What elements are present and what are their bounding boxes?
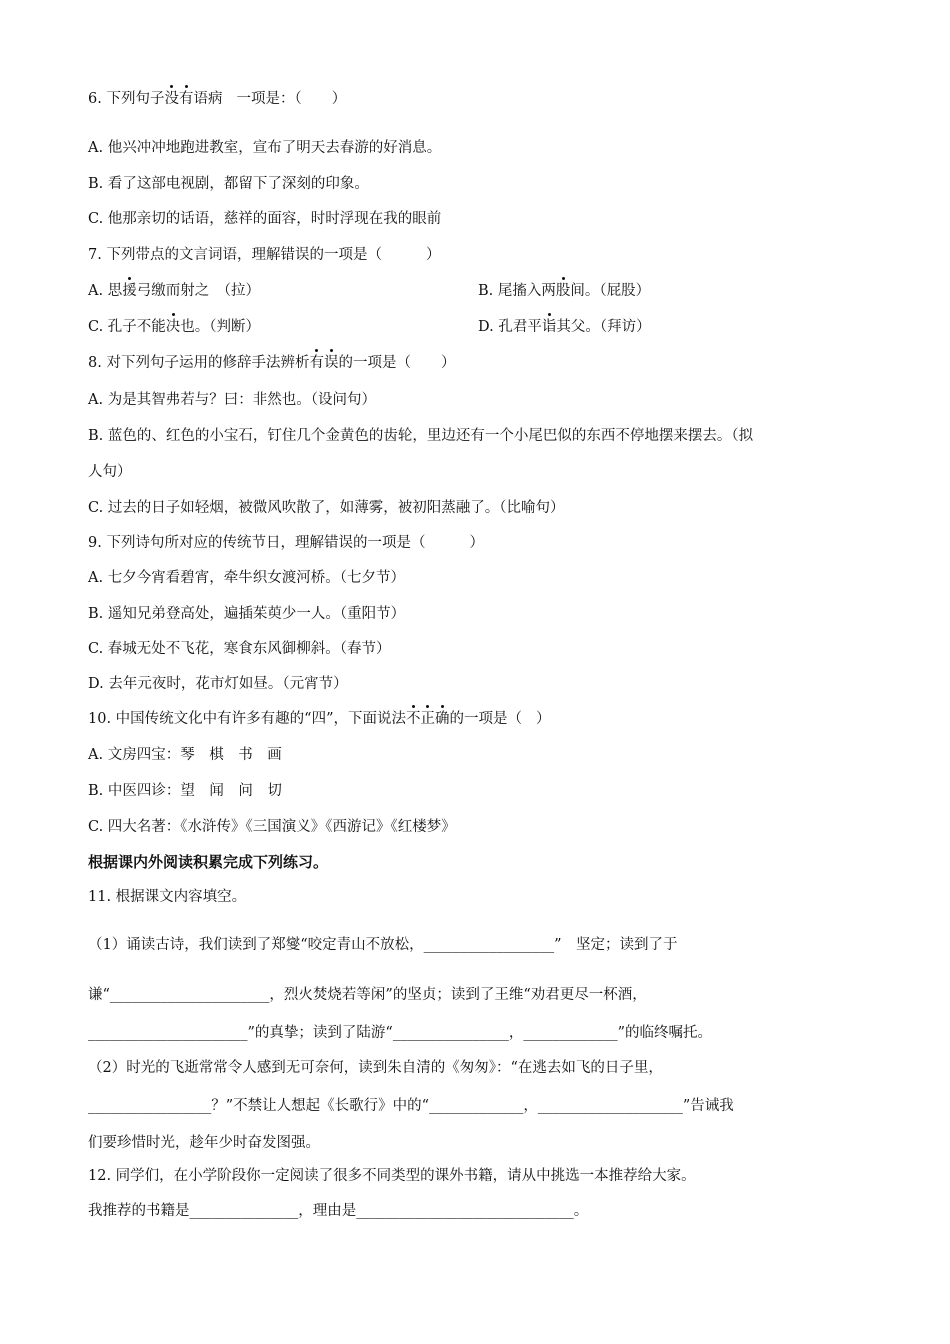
q7-option-text: 弓缴而射之 （拉） bbox=[136, 283, 260, 299]
q7-option-b bbox=[478, 281, 650, 301]
q10-emphasis-char: 确 bbox=[435, 711, 450, 727]
q10-stem-text: 10. 中国传统文化中有许多有趣的“四”，下面说法 bbox=[88, 711, 406, 727]
q9-option-b: B. 遥知兄弟登高处，遍插茱萸少一人。（重阳节） bbox=[88, 606, 406, 622]
q6-stem-text: 一项是：（ bbox=[236, 91, 302, 107]
q9-paren-close: ） bbox=[469, 535, 484, 551]
q12-text: 。 bbox=[573, 1203, 589, 1219]
q6-paren-close: ） bbox=[331, 91, 347, 107]
q12-stem: 12. 同学们，在小学阶段你一定阅读了很多不同类型的课外书籍，请从中挑选一本推荐给大家。 bbox=[88, 1168, 696, 1184]
q7-option-d bbox=[478, 317, 651, 337]
q10-option-a: A. 文房四宝：琴 棋 书 画 bbox=[88, 747, 282, 763]
q10-emphasis-char: 正 bbox=[420, 711, 435, 727]
q11-part2-line3: 们要珍惜时光，趁年少时奋发图强。 bbox=[88, 1135, 320, 1151]
q7-emphasis-char: 决 bbox=[165, 319, 181, 335]
q7-option-c bbox=[88, 317, 260, 337]
q7-option-text: D. 孔君平 bbox=[478, 319, 542, 335]
q7-paren-close: ） bbox=[425, 247, 441, 263]
q11-part2-line1: （2）时光的飞逝常常令人感到无可奈何，读到朱自清的《匆匆》：“在逃去如飞的日子里， bbox=[88, 1060, 663, 1076]
q6-stem-text: 语病 bbox=[193, 91, 223, 107]
q7-stem bbox=[88, 245, 440, 265]
q7-emphasis-char: 诣 bbox=[541, 319, 557, 335]
q7-stem-text: 7. 下列带点的文言词语，理解错误的一项是（ bbox=[88, 247, 382, 263]
q9-option-a: A. 七夕今宵看碧宵，牵牛织女渡河桥。（七夕节） bbox=[88, 570, 405, 586]
q9-option-c: C. 春城无处不飞花，寒食东风御柳斜。（春节） bbox=[88, 641, 391, 657]
q6-option-b: B. 看了这部电视剧，都留下了深刻的印象。 bbox=[88, 176, 369, 192]
q8-paren-close: ） bbox=[440, 355, 456, 371]
q11-text: ， bbox=[523, 1098, 538, 1114]
q7-option-text: 间。（屁股） bbox=[570, 283, 651, 299]
q10-emphasis-char: 不 bbox=[406, 711, 421, 727]
answer-blank[interactable]: ______________________ bbox=[109, 987, 270, 1003]
q11-text: （1）诵读古诗，我们读到了郑燮“咬定青山不放松， bbox=[88, 937, 424, 953]
q12-text: 我推荐的书籍是 bbox=[88, 1203, 190, 1219]
q11-text: ？”不禁让人想起《长歌行》中的“ bbox=[211, 1098, 430, 1114]
q11-text: ”告诫我 bbox=[682, 1098, 734, 1114]
answer-blank[interactable]: ______________________________ bbox=[356, 1203, 574, 1219]
q9-stem-text: 9. 下列诗句所对应的传统节日，理解错误的一项是（ bbox=[88, 535, 426, 551]
q7-emphasis-char: 援 bbox=[122, 283, 137, 299]
answer-blank[interactable]: _______________ bbox=[189, 1203, 299, 1219]
q10-stem bbox=[88, 709, 551, 729]
q10-paren-close: ） bbox=[536, 711, 551, 727]
q12-answer-line bbox=[88, 1201, 588, 1221]
q11-stem: 11. 根据课文内容填空。 bbox=[88, 889, 247, 905]
q11-text: ”的真挚；读到了陆游“ bbox=[247, 1025, 393, 1041]
q11-text: ，烈火焚烧若等闲”的坚贞；读到了王维“劝君更尽一杯酒， bbox=[269, 987, 647, 1003]
q10-option-c: C. 四大名著：《水浒传》《三国演义》《西游记》《红楼梦》 bbox=[88, 819, 456, 835]
q6-emphasis-char: 没 bbox=[164, 91, 179, 107]
q7-option-a bbox=[88, 281, 260, 301]
q7-emphasis-char: 股 bbox=[555, 283, 571, 299]
q11-part1-line3 bbox=[88, 1023, 712, 1043]
q7-option-text: 其父。（拜访） bbox=[556, 319, 651, 335]
q8-stem bbox=[88, 353, 455, 373]
q8-option-c: C. 过去的日子如轻烟，被微风吹散了，如薄雾，被初阳蒸融了。（比喻句） bbox=[88, 500, 565, 516]
q9-stem bbox=[88, 533, 484, 553]
answer-blank[interactable]: ____________________ bbox=[537, 1098, 683, 1114]
q11-text: ， bbox=[508, 1025, 524, 1041]
q7-option-text: A. 思 bbox=[88, 283, 123, 299]
q10-stem-text: 的一项是（ bbox=[449, 711, 522, 727]
q6-option-a: A. 他兴冲冲地跑进教室，宣布了明天去春游的好消息。 bbox=[88, 140, 442, 156]
q11-text: ”的临终嘱托。 bbox=[617, 1025, 712, 1041]
q8-option-b-cont: 人句） bbox=[88, 464, 132, 480]
answer-blank[interactable]: ______________________ bbox=[88, 1025, 248, 1041]
q6-stem bbox=[88, 89, 346, 109]
q12-text: ，理由是 bbox=[298, 1203, 357, 1219]
q7-option-text: B. 尾搐入两 bbox=[478, 283, 556, 299]
q6-stem-text: 6. 下列句子 bbox=[88, 91, 165, 107]
q10-option-b: B. 中医四诊：望 闻 问 切 bbox=[88, 783, 282, 799]
answer-blank[interactable]: ________________ bbox=[392, 1025, 509, 1041]
q7-option-text: C. 孔子不能 bbox=[88, 319, 166, 335]
q11-part1-line1 bbox=[88, 935, 678, 955]
section-heading: 根据课内外阅读积累完成下列练习。 bbox=[88, 853, 329, 871]
answer-blank[interactable]: _____________ bbox=[523, 1025, 618, 1041]
q8-emphasis-char: 有 bbox=[309, 355, 324, 371]
q7-option-text: 也。（判断） bbox=[180, 319, 261, 335]
answer-blank[interactable]: _________________ bbox=[88, 1098, 212, 1114]
answer-blank[interactable]: _____________ bbox=[429, 1098, 524, 1114]
answer-blank[interactable]: __________________ bbox=[423, 937, 555, 953]
q8-emphasis-char: 误 bbox=[323, 355, 339, 371]
q11-part2-line2 bbox=[88, 1096, 734, 1116]
q8-option-b: B. 蓝色的、红色的小宝石，钉住几个金黄色的齿轮，里边还有一个小尾巴似的东西不停地摆来摆去。（拟 bbox=[88, 428, 754, 444]
q8-stem-text: 的一项是（ bbox=[338, 355, 411, 371]
q9-option-d: D. 去年元夜时，花市灯如昼。（元宵节） bbox=[88, 676, 348, 692]
q8-stem-text: 8. 对下列句子运用的修辞手法辨析 bbox=[88, 355, 310, 371]
q8-option-a: A. 为是其智弗若与？曰：非然也。（设问句） bbox=[88, 392, 376, 408]
q6-emphasis-char: 有 bbox=[178, 91, 194, 107]
q6-option-c: C. 他那亲切的话语，慈祥的面容，时时浮现在我的眼前 bbox=[88, 211, 442, 227]
q11-text: 谦“ bbox=[88, 987, 110, 1003]
q11-part1-line2 bbox=[88, 985, 647, 1005]
q11-text: ” 坚定；读到了于 bbox=[554, 937, 678, 953]
